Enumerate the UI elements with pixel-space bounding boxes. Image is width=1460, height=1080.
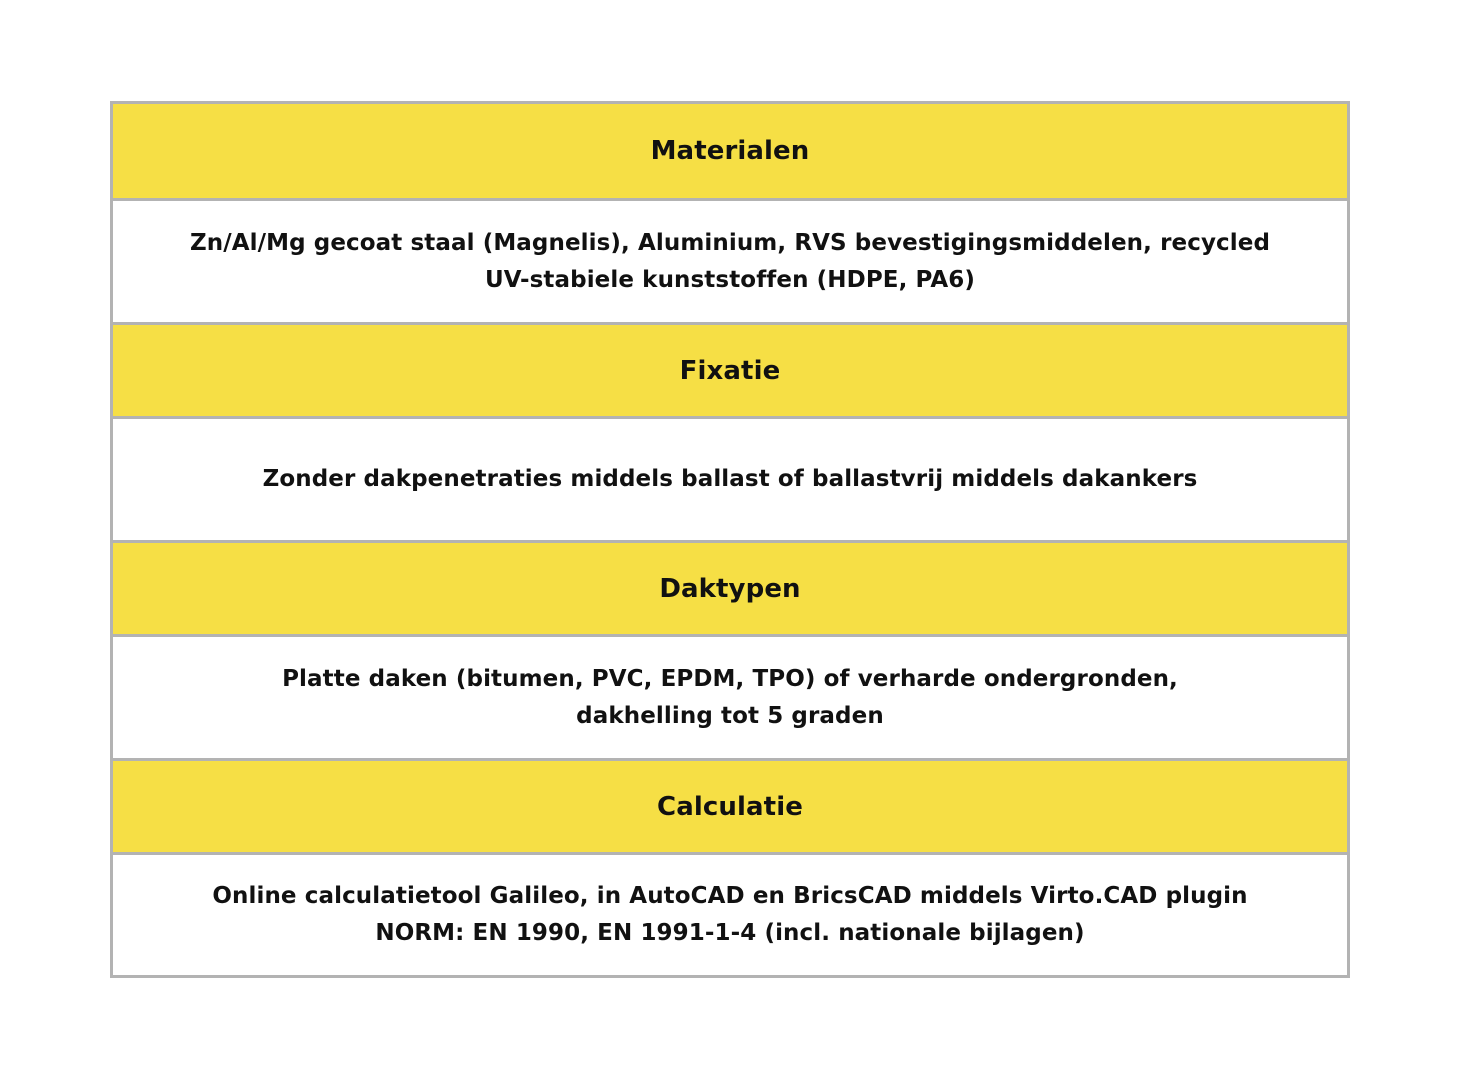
section-text <box>282 661 1178 735</box>
section-title: Materialen <box>650 136 810 166</box>
section-text-line: NORM: EN 1990, EN 1991-1-4 (incl. nationale bijlagen) <box>375 920 1085 946</box>
section-title: Fixatie <box>679 355 781 386</box>
section-text-line: Platte daken (bitumen, PVC, EPDM, TPO) of verharde ondergronden, <box>282 665 1178 692</box>
section-content-fixatie <box>113 416 1347 540</box>
section-header-materialen <box>113 104 1347 198</box>
section-text-line: Zonder dakpenetraties middels ballast of ballastvrij middels dakankers <box>262 466 1198 492</box>
section-text-line: dakhelling tot 5 graden <box>576 702 884 729</box>
section-content-materialen <box>113 198 1347 322</box>
section-title: Daktypen <box>659 573 801 604</box>
section-text-line: Online calculatietool Galileo, in AutoCAD en BricsCAD middels Virto.CAD plugin <box>212 883 1248 909</box>
section-text <box>263 461 1198 498</box>
section-text-line: UV-stabiele kunststoffen (HDPE, PA6) <box>484 266 976 293</box>
section-text <box>190 225 1270 299</box>
section-header-calculatie <box>113 758 1347 852</box>
section-text <box>212 878 1247 952</box>
section-content-daktypen <box>113 634 1347 758</box>
section-header-fixatie <box>113 322 1347 416</box>
section-header-daktypen <box>113 540 1347 634</box>
section-text-line: Zn/Al/Mg gecoat staal (Magnelis), Aluminium, RVS bevestigingsmiddelen, recycled <box>189 229 1271 256</box>
section-content-calculatie <box>113 852 1347 975</box>
spec-table <box>110 101 1350 978</box>
section-title: Calculatie <box>657 791 803 822</box>
